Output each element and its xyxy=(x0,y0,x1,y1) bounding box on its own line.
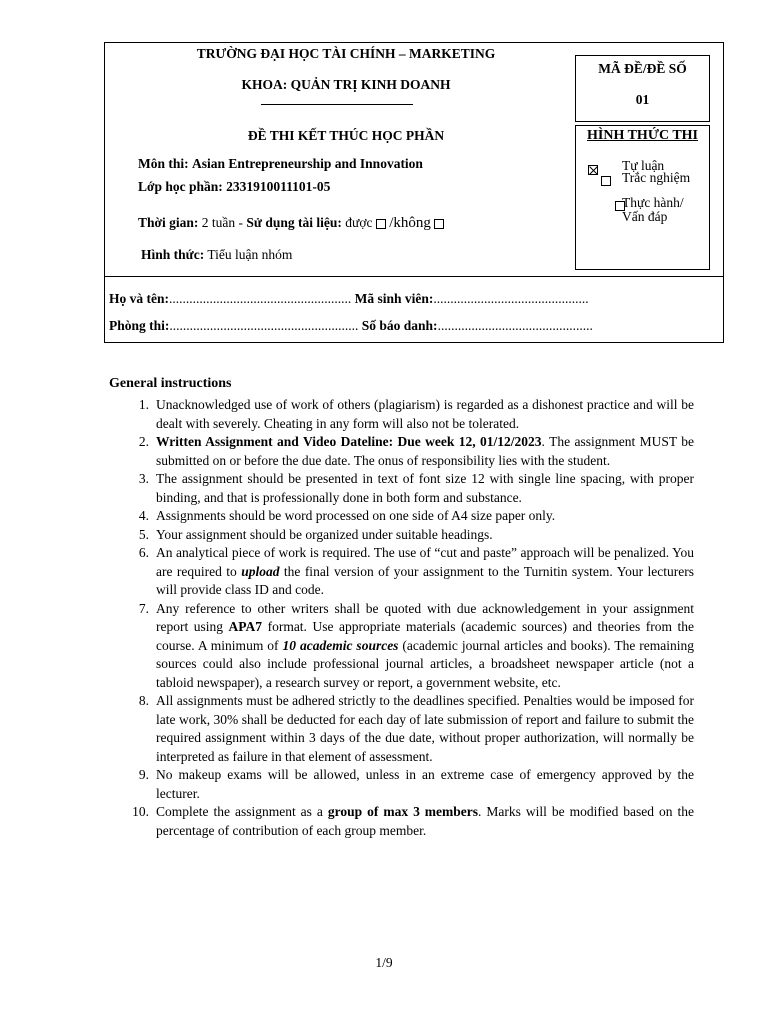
header-divider xyxy=(105,276,723,277)
instruction-number: 4. xyxy=(138,508,149,523)
instruction-text: Any reference to other writers shall be quoted with due acknowledgement in your assignment report using xyxy=(156,600,694,634)
mode-essay-label: Tự luận xyxy=(622,158,665,173)
instruction-number: 9. xyxy=(138,767,149,782)
student-name-row xyxy=(109,291,589,307)
instruction-number: 8. xyxy=(138,693,149,708)
instruction-text: The assignment should be presented in text of font size 12 with single line spacing, with proper binding, and that is professionally done in both form and substance. xyxy=(156,471,694,505)
exam-code-label: MÃ ĐỀ/ĐỀ SỐ xyxy=(598,61,687,76)
faculty-name: KHOA: QUẢN TRỊ KINH DOANH xyxy=(241,77,451,92)
instruction-item xyxy=(104,507,694,526)
instruction-number: 2. xyxy=(138,434,149,449)
student-name-field[interactable]: ...................................................... xyxy=(169,291,352,306)
instruction-bold-text: Written Assignment and Video Dateline: Due week 12, 01/12/2023 xyxy=(156,434,542,449)
time-label: Thời gian: xyxy=(138,215,199,230)
instruction-bold-text: APA7 xyxy=(228,619,263,634)
class-value: 2331910011101-05 xyxy=(226,179,331,194)
page-number: 1/9 xyxy=(375,955,393,970)
exam-mode-title: HÌNH THỨC THI xyxy=(587,128,698,143)
instructions-title: General instructions xyxy=(109,376,232,391)
instruction-text: Unacknowledged use of work of others (plagiarism) is regarded as a dishonest practice and will be dealt with severely. Cheating in any form will also not be tolerated. xyxy=(156,397,694,431)
instruction-item xyxy=(104,766,694,803)
class-line xyxy=(138,179,330,195)
instruction-item xyxy=(104,526,694,545)
instruction-item xyxy=(104,544,694,600)
room-field[interactable]: ........................................................ xyxy=(169,318,359,333)
instructions-list xyxy=(104,396,694,840)
mode-essay-checkbox[interactable] xyxy=(588,165,598,175)
instruction-text: No makeup exams will be allowed, unless in an extreme case of emergency approved by the lecturer. xyxy=(156,767,694,801)
instruction-text: . The assignment MUST be submitted on or before the due date. The onus of responsibility lies with the student. xyxy=(156,434,694,468)
instruction-item xyxy=(104,600,694,693)
exam-mode-box xyxy=(575,125,710,270)
seat-number-label: Số báo danh: xyxy=(361,318,438,333)
mode-oral-label: Vấn đáp xyxy=(622,209,668,224)
instruction-item xyxy=(104,803,694,840)
instruction-text: (academic journal articles and books). The remaining sources could also include professional journal articles, a broadsheet newspaper article (not a tabloid newspaper), a research survey or report, a government website, etc. xyxy=(156,637,695,690)
instruction-number: 1. xyxy=(138,397,149,412)
university-name: TRƯỜNG ĐẠI HỌC TÀI CHÍNH – MARKETING xyxy=(196,46,496,61)
time-line xyxy=(138,215,444,232)
materials-allowed-checkbox[interactable] xyxy=(376,219,386,229)
materials-not-allowed: /không xyxy=(389,215,431,231)
room-label: Phòng thi: xyxy=(109,318,170,333)
student-id-field[interactable]: .............................................. xyxy=(433,291,589,306)
room-row xyxy=(109,318,593,334)
instruction-text: Complete the assignment as a xyxy=(156,804,328,819)
exam-code-value: 01 xyxy=(635,92,650,107)
format-value: Tiểu luận nhóm xyxy=(207,247,293,262)
instruction-number: 10. xyxy=(132,804,149,819)
seat-number-field[interactable]: .............................................. xyxy=(437,318,593,333)
instruction-text: the final version of your assignment to the Turnitin system. Your lecturers will provide class ID and code. xyxy=(156,563,694,597)
materials-not-allowed-checkbox[interactable] xyxy=(434,219,444,229)
student-id-label: Mã sinh viên: xyxy=(354,291,434,306)
student-name-label: Họ và tên: xyxy=(109,291,169,306)
instruction-item xyxy=(104,433,694,470)
instruction-item xyxy=(104,470,694,507)
instruction-text: . Marks will be modified based on the percentage of contribution of each group member. xyxy=(156,804,695,838)
subject-line xyxy=(138,156,423,172)
time-dash: - xyxy=(235,215,247,230)
exam-header xyxy=(104,42,724,343)
instruction-number: 7. xyxy=(138,600,149,616)
materials-label: Sử dụng tài liệu: xyxy=(246,215,342,230)
time-value: 2 tuần xyxy=(201,215,236,230)
instruction-emphasis: 10 academic sources xyxy=(282,637,399,653)
instruction-number: 6. xyxy=(138,545,149,560)
instruction-text: format. Use appropriate materials (academic sources) and theories from the course. A minimum of xyxy=(156,619,694,653)
class-label: Lớp học phần: xyxy=(138,179,223,194)
mode-multiple-choice-checkbox[interactable] xyxy=(601,176,611,186)
instruction-item xyxy=(104,692,694,766)
instruction-text: Your assignment should be organized under suitable headings. xyxy=(156,526,493,542)
instruction-bold-text: group of max 3 members xyxy=(327,804,479,819)
instruction-emphasis: upload xyxy=(241,563,280,579)
title-divider xyxy=(261,104,413,105)
exam-title: ĐỀ THI KẾT THÚC HỌC PHẦN xyxy=(247,128,445,143)
subject-value: Asian Entrepreneurship and Innovation xyxy=(192,156,423,171)
materials-allowed: được xyxy=(345,215,373,230)
instruction-item xyxy=(104,396,694,433)
mode-practical-label: Thực hành/ xyxy=(622,195,684,210)
exam-code-box xyxy=(575,55,710,122)
instruction-text: An analytical piece of work is required. The use of “cut and paste” approach will be penalized. You are required to xyxy=(156,545,694,579)
subject-label: Môn thi: xyxy=(138,156,189,171)
instruction-text: Assignments should be word processed on one side of A4 size paper only. xyxy=(156,508,556,523)
format-line xyxy=(141,247,292,263)
instruction-text: All assignments must be adhered strictly to the deadlines specified. Penalties would be imposed for late work, 30% shall be deducted for each day of late submission of report and failure to submit the required assignment within 3 days of the due date, without proper authorization, will normally be interpreted as failure in that element of assessment. xyxy=(156,693,694,764)
instruction-number: 5. xyxy=(138,526,149,542)
format-label: Hình thức: xyxy=(141,247,205,262)
mode-multiple-choice-label: Trắc nghiệm xyxy=(622,170,691,185)
instruction-number: 3. xyxy=(138,471,149,486)
